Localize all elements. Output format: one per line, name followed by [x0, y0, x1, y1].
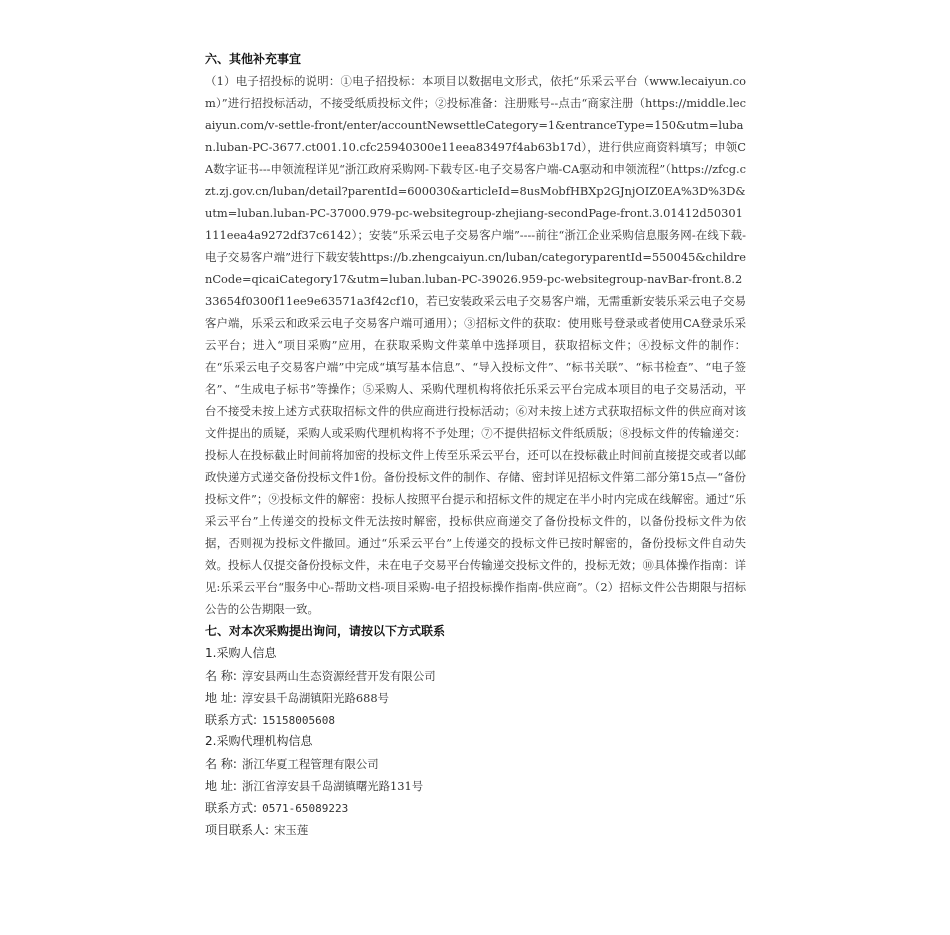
agency-address-label: 地 址:	[205, 779, 237, 793]
agency-address-row	[205, 774, 746, 796]
purchaser-name-row	[205, 664, 746, 686]
purchaser-name-label: 名 称:	[205, 669, 237, 683]
agency-contact-row	[205, 796, 746, 818]
agency-name-label: 名 称:	[205, 757, 237, 771]
agency-address-value: 浙江省淳安县千岛湖镇曙光路131号	[241, 779, 424, 793]
purchaser-contact-label: 联系方式:	[205, 713, 258, 727]
section6-title: 六、其他补充事宜	[205, 52, 302, 66]
purchaser-address-label: 地 址:	[205, 691, 237, 705]
purchaser-address-value: 淳安县千岛湖镇阳光路688号	[241, 691, 389, 705]
agency-heading: 2.采购代理机构信息	[205, 734, 313, 748]
agency-name-value: 浙江华夏工程管理有限公司	[241, 757, 379, 771]
agency-project-contact-label: 项目联系人:	[205, 823, 270, 837]
purchaser-contact-value: 15158005608	[262, 714, 335, 727]
agency-name-row	[205, 752, 746, 774]
purchaser-address-row	[205, 686, 746, 708]
agency-project-contact-row	[205, 818, 746, 840]
purchaser-name-value: 淳安县两山生态资源经营开发有限公司	[241, 669, 436, 683]
section7-title: 七、对本次采购提出询问，请按以下方式联系	[205, 624, 446, 638]
section6-body: （1）电子招投标的说明：①电子招投标：本项目以数据电文形式，依托“乐采云平台（www.lecaiyun.com）”进行招投标活动，不接受纸质投标文件；②投标准备：注册账号--点击“商家注册（https://middle.lecaiyun.com/v-settle-front/enter/accountNewsettleCategory=1&entranceType=150&utm=luban.luban-PC-3677.ct001.10.cfc25940300e11eea83497f4ab63b17d），进行供应商资料填写；申领CA数字证书---申领流程详见“浙江政府采购网-下载专区-电子交易客户端-CA驱动和申领流程”（https://zfcg.czt.zj.gov.cn/luban/detail?parentId=600030&articleId=8usMobfHBXp2GJnjOIZ0EA%3D%3D&utm=luban.luban-PC-37000.979-pc-websitegroup-zhejiang-secondPage-front.3.01412d50301111eea4a9272df37c6142）；安装“乐采云电子交易客户端”----前往“浙江企业采购信息服务网-在线下载-电子交易客户端”进行下载安装https://b.zhengcaiyun.cn/luban/categoryparentId=550045&childrenCode=qicaiCategory17&utm=luban.luban-PC-39026.959-pc-websitegroup-navBar-front.8.233654f0300f11ee9e63571a3f42cf10，若已安装政采云电子交易客户端，无需重新安装乐采云电子交易客户端，乐采云和政采云电子交易客户端可通用）；③招标文件的获取：使用账号登录或者使用CA登录乐采云平台；进入“项目采购”应用，在获取采购文件菜单中选择项目，获取招标文件；④投标文件的制作：在“乐采云电子交易客户端”中完成“填写基本信息”、“导入投标文件”、“标书关联”、“标书检查”、“电子签名”、“生成电子标书”等操作；⑤采购人、采购代理机构将依托乐采云平台完成本项目的电子交易活动，平台不接受未按上述方式获取招标文件的供应商进行投标活动；⑥对未按上述方式获取招标文件的供应商对该文件提出的质疑，采购人或采购代理机构将不予处理；⑦不提供招标文件纸质版；⑧投标文件的传输递交：投标人在投标截止时间前将加密的投标文件上传至乐采云平台，还可以在投标截止时间前直接提交或者以邮政快递方式递交备份投标文件1份。备份投标文件的制作、存储、密封详见招标文件第二部分第15点—“备份投标文件”；⑨投标文件的解密：投标人按照平台提示和招标文件的规定在半小时内完成在线解密。通过“乐采云平台”上传递交的投标文件无法按时解密，投标供应商递交了备份投标文件的，以备份投标文件为依据，否则视为投标文件撤回。通过“乐采云平台”上传递交的投标文件已按时解密的，备份投标文件自动失效。投标人仅提交备份投标文件，未在电子交易平台传输递交投标文件的，投标无效；⑩具体操作指南：详见:乐采云平台“服务中心-帮助文档-项目采购-电子招投标操作指南-供应商”。（2）招标文件公告期限与招标公告的公告期限一致。	[205, 74, 746, 616]
agency-contact-label: 联系方式:	[205, 801, 258, 815]
agency-contact-value: 0571-65089223	[262, 802, 349, 815]
document-page	[205, 48, 746, 840]
agency-project-contact-value: 宋玉莲	[274, 823, 309, 837]
purchaser-contact-row	[205, 708, 746, 730]
purchaser-heading: 1.采购人信息	[205, 646, 277, 660]
